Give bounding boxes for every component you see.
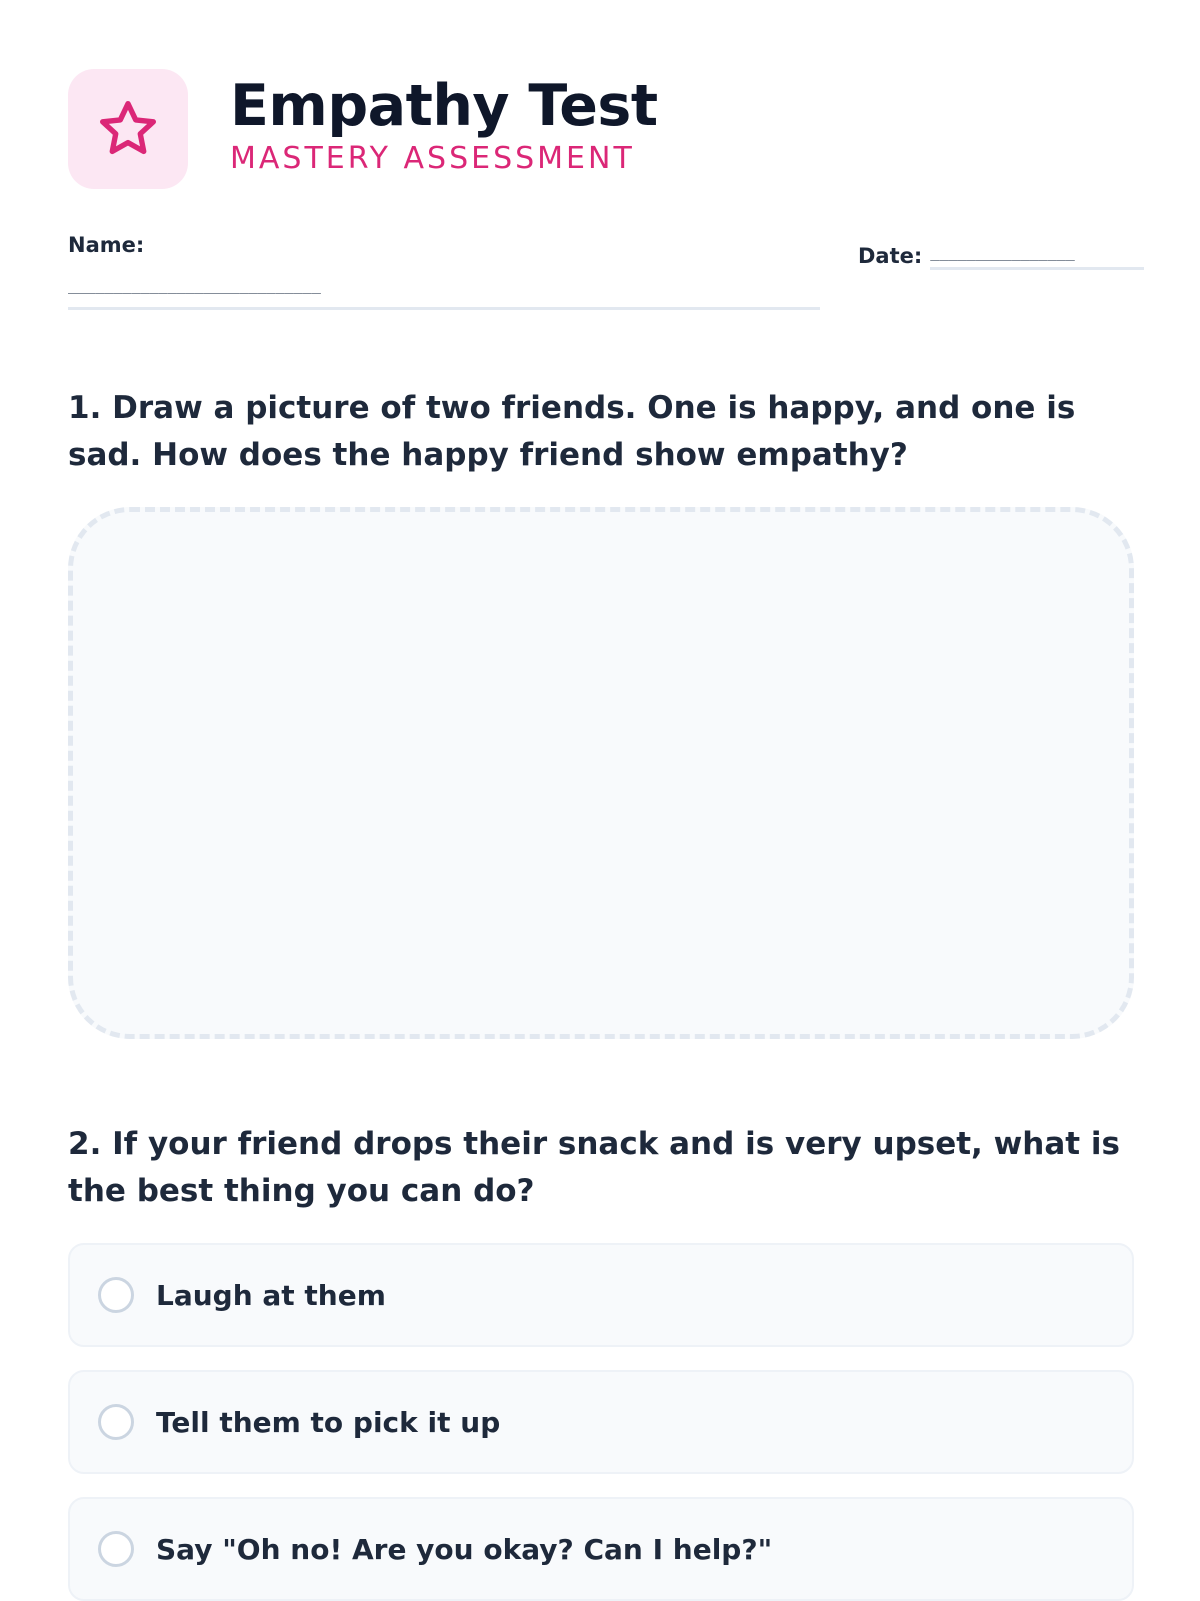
name-blank: ____________________________ bbox=[68, 276, 321, 294]
radio-button[interactable] bbox=[98, 1277, 134, 1313]
option-label: Say "Oh no! Are you okay? Can I help?" bbox=[156, 1532, 773, 1566]
drawing-area[interactable] bbox=[68, 507, 1134, 1039]
question-2: 2. If your friend drops their snack and is very upset, what is the best thing you can do? bbox=[68, 1126, 1120, 1209]
page-title: Empathy Test bbox=[230, 73, 658, 139]
option-label: Laugh at them bbox=[156, 1278, 386, 1312]
star-icon bbox=[96, 97, 160, 161]
date-label: Date: bbox=[858, 244, 923, 268]
name-field[interactable] bbox=[68, 231, 820, 310]
question-1: 1. Draw a picture of two friends. One is happy, and one is sad. How does the happy friend show empathy? bbox=[68, 390, 1076, 473]
date-blank: ________________ bbox=[930, 241, 1144, 270]
radio-button[interactable] bbox=[98, 1531, 134, 1567]
option-label: Tell them to pick it up bbox=[156, 1405, 501, 1439]
page-subtitle: MASTERY ASSESSMENT bbox=[230, 141, 635, 176]
answer-option-3[interactable] bbox=[68, 1497, 1134, 1601]
name-label: Name: bbox=[68, 233, 145, 257]
radio-button[interactable] bbox=[98, 1404, 134, 1440]
answer-option-2[interactable] bbox=[68, 1370, 1134, 1474]
student-info-row bbox=[68, 189, 1132, 309]
answer-option-1[interactable] bbox=[68, 1243, 1134, 1347]
header bbox=[68, 0, 1132, 189]
title-block bbox=[230, 72, 658, 178]
logo-badge bbox=[68, 69, 188, 189]
date-field[interactable] bbox=[858, 241, 1144, 270]
